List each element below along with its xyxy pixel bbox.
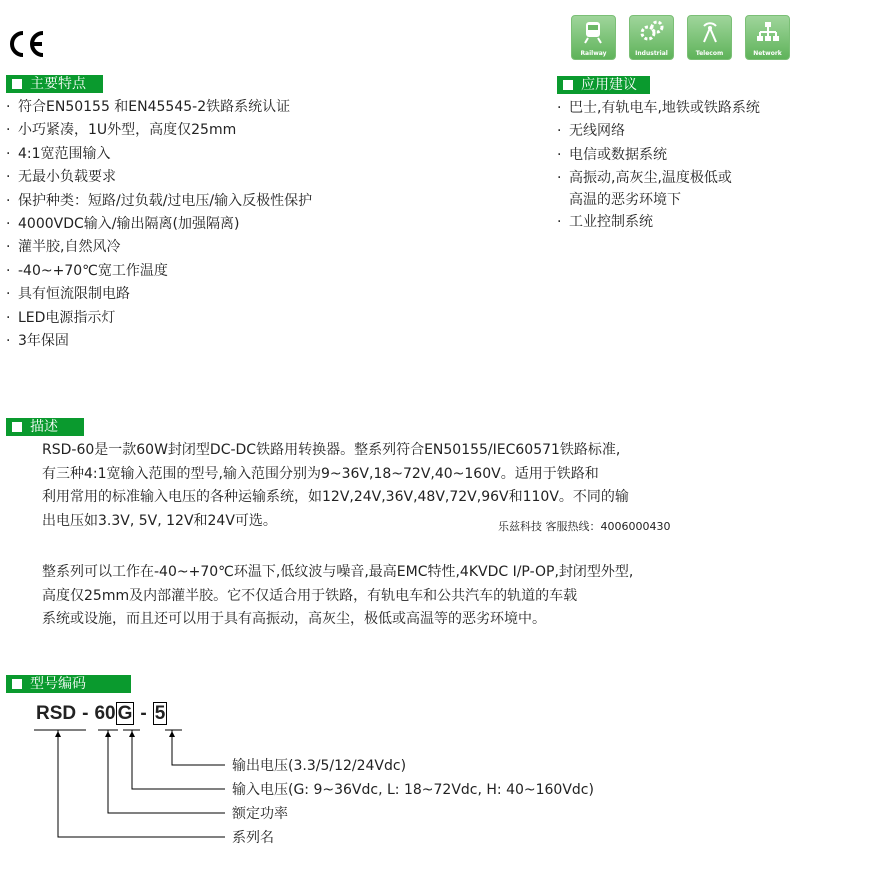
list-item: · 高振动,高灰尘,温度极低或	[557, 170, 732, 187]
list-item: · 3年保固	[6, 333, 69, 350]
output-code: 5	[154, 703, 166, 724]
paragraph-line: 高度仅25mm及内部灌半胶。它不仅适合用于铁路，有轨电车和公共汽车的轨道的车载	[42, 587, 578, 604]
legend-output-voltage: 输出电压(3.3/5/12/24Vdc)	[232, 758, 407, 774]
list-item: · 工业控制系统	[557, 214, 653, 231]
model-coding-title: 型号编码	[30, 676, 86, 692]
list-item: · 小巧紧凑，1U外型，高度仅25mm	[6, 122, 237, 139]
legend-rated-power: 额定功率	[232, 806, 288, 822]
list-item: · 灌半胶,自然风冷	[6, 239, 121, 256]
list-item: · 无线网络	[557, 123, 625, 140]
industrial-icon: Industrial	[629, 15, 674, 60]
legend-input-voltage: 输入电压(G: 9~36Vdc, L: 18~72Vdc, H: 40~160Vdc)	[232, 782, 594, 798]
paragraph-line: 利用常用的标准输入电压的各种运输系统，如12V,24V,36V,48V,72V,96V和110V。不同的输	[42, 489, 629, 506]
telecom-icon: Telecom	[687, 15, 732, 60]
list-item: · LED电源指示灯	[6, 309, 116, 326]
paragraph-line: 出电压如3.3V, 5V, 12V和24V可选。	[42, 512, 277, 529]
paragraph-line: RSD-60是一款60W封闭型DC-DC铁路用转换器。整系列符合EN50155/IEC60571铁路标准,	[42, 442, 621, 458]
list-item: · -40~+70℃宽工作温度	[6, 262, 168, 279]
hotline-text: 乐兹科技 客服热线：4006000430	[498, 520, 671, 533]
series-code: RSD	[36, 703, 77, 724]
list-item: · 保护种类：短路/过负载/过电压/输入反极性保护	[6, 192, 313, 209]
paragraph-line: 有三种4:1宽输入范围的型号,输入范围分别为9~36V,18~72V,40~160V。适用于铁路和	[42, 465, 599, 482]
features-title: 主要特点	[30, 76, 86, 92]
input-code: G	[117, 703, 133, 724]
railway-icon: Railway	[571, 15, 616, 60]
description-title: 描述	[30, 419, 58, 435]
list-item: · 巴士,有轨电车,地铁或铁路系统	[557, 100, 760, 116]
legend-series-name: 系列名	[232, 830, 274, 846]
code-dash: -	[140, 703, 147, 724]
list-item: · 无最小负载要求	[6, 169, 116, 186]
network-icon: Network	[745, 15, 790, 60]
power-code: 60	[94, 703, 116, 724]
list-item: · 符合EN50155 和EN45545-2铁路系统认证	[6, 99, 291, 115]
paragraph-line: 整系列可以工作在-40~+70℃环温下,低纹波与噪音,最高EMC特性,4KVDC I/P-OP,封闭型外型,	[42, 564, 634, 580]
applications-title: 应用建议	[581, 77, 637, 93]
list-item: · 具有恒流限制电路	[6, 286, 130, 303]
code-dash: -	[82, 703, 89, 724]
list-item: · 4000VDC输入/输出隔离(加强隔离)	[6, 216, 240, 233]
list-item: · 4:1宽范围输入	[6, 145, 111, 162]
paragraph-line: 系统或设施，而且还可以用于具有高振动，高灰尘，极低或高温等的恶劣环境中。	[42, 611, 546, 628]
list-item: 高温的恶劣环境下	[569, 192, 681, 209]
list-item: · 电信或数据系统	[557, 146, 667, 163]
